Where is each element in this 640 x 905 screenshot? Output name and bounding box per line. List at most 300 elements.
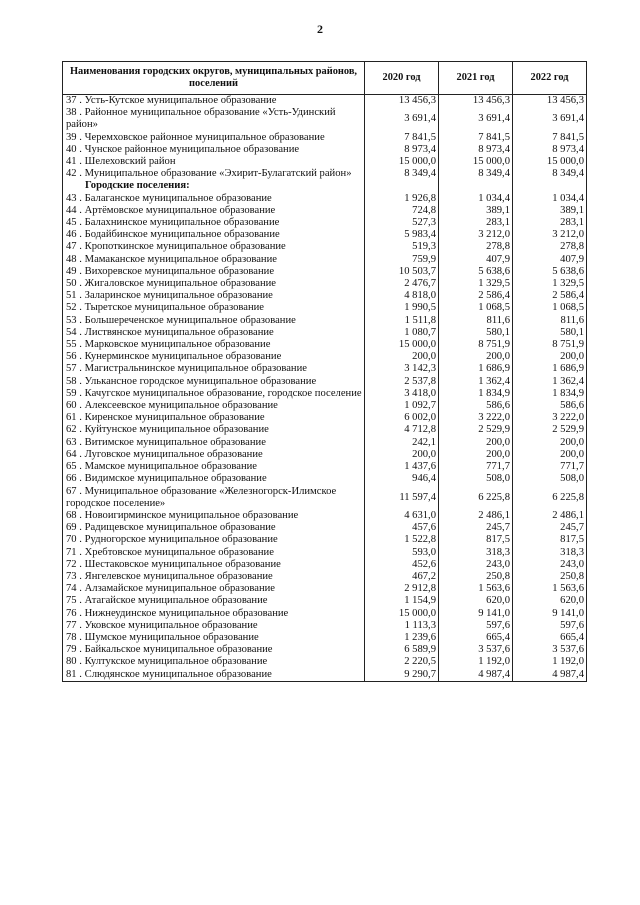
row-number: 69 . (66, 522, 82, 534)
row-number: 44 . (66, 204, 82, 216)
table-row (63, 473, 587, 485)
value-2020: 467,2 (365, 571, 439, 583)
row-number: 58 . (66, 375, 82, 387)
value-2022: 200,0 (513, 437, 587, 449)
section-row (63, 180, 587, 192)
value-2021: 508,0 (439, 473, 513, 485)
table-row (63, 254, 587, 266)
value-2020: 2 537,8 (365, 376, 439, 388)
row-number: 80 . (66, 656, 82, 668)
row-number: 42 . (66, 168, 82, 180)
row-name-cell (63, 632, 365, 644)
value-2021: 2 586,4 (439, 290, 513, 302)
row-name: Новоигирминское муниципальное образование (84, 509, 299, 521)
value-2021: 407,9 (439, 254, 513, 266)
value-2020: 1 239,6 (365, 632, 439, 644)
row-name: Листвянское муниципальное образование (84, 326, 274, 338)
value-2020: 10 503,7 (365, 266, 439, 278)
value-2022: 3 222,0 (513, 412, 587, 424)
row-name-cell (63, 400, 365, 412)
value-2022: 7 841,5 (513, 132, 587, 144)
value-2021: 8 349,4 (439, 168, 513, 180)
value-2021: 200,0 (439, 351, 513, 363)
value-2021: 243,0 (439, 559, 513, 571)
table-row (63, 388, 587, 400)
value-2022: 665,4 (513, 632, 587, 644)
row-name-cell (63, 278, 365, 290)
value-2021: 8 973,4 (439, 144, 513, 156)
value-2022: 9 141,0 (513, 608, 587, 620)
row-name: Радищевское муниципальное образование (84, 522, 276, 534)
row-number: 81 . (66, 668, 82, 680)
row-number: 37 . (66, 95, 82, 106)
row-name: Алексеевское муниципальное образование (84, 400, 278, 412)
row-number: 43 . (66, 192, 82, 204)
row-name: Видимское муниципальное образование (84, 473, 267, 485)
row-name: Луговское муниципальное образование (84, 448, 263, 460)
row-number: 52 . (66, 302, 82, 314)
table-row (63, 327, 587, 339)
table-row (63, 534, 587, 546)
table-row (63, 363, 587, 375)
table-row (63, 107, 587, 131)
row-name: Муниципальное образование «Железногорск-Илимское городское поселение» (66, 485, 337, 509)
value-2021: 250,8 (439, 571, 513, 583)
row-name: Куйтунское муниципальное образование (84, 424, 269, 436)
row-number: 45 . (66, 217, 82, 229)
value-2020: 946,4 (365, 473, 439, 485)
row-name-cell (63, 107, 365, 131)
table-row (63, 608, 587, 620)
value-2020: 593,0 (365, 547, 439, 559)
row-name: Шелеховский район (84, 156, 176, 168)
row-name-cell (63, 168, 365, 180)
value-2021: 283,1 (439, 217, 513, 229)
value-2020: 8 973,4 (365, 144, 439, 156)
row-name: Янгелевское муниципальное образование (84, 570, 273, 582)
value-2020: 15 000,0 (365, 339, 439, 351)
row-name-cell (63, 193, 365, 205)
value-2021: 597,6 (439, 620, 513, 632)
row-name-cell (63, 229, 365, 241)
row-name-cell (63, 522, 365, 534)
value-2021: 1 034,4 (439, 193, 513, 205)
row-number: 73 . (66, 570, 82, 582)
row-number: 79 . (66, 644, 82, 656)
value-2020: 1 926,8 (365, 193, 439, 205)
value-2020: 1 154,9 (365, 595, 439, 607)
row-name-cell (63, 339, 365, 351)
row-name: Балаганское муниципальное образование (84, 192, 272, 204)
value-2022: 1 563,6 (513, 583, 587, 595)
table-row (63, 632, 587, 644)
row-name-cell (63, 95, 365, 108)
value-2020: 519,3 (365, 241, 439, 253)
value-2022: 5 638,6 (513, 266, 587, 278)
value-2020: 6 002,0 (365, 412, 439, 424)
value-2022: 1 034,4 (513, 193, 587, 205)
value-2020: 200,0 (365, 351, 439, 363)
row-number: 56 . (66, 351, 82, 363)
row-name-cell (63, 620, 365, 632)
table-row (63, 351, 587, 363)
page-number: 2 (317, 22, 323, 36)
value-2021: 1 329,5 (439, 278, 513, 290)
value-2021: 580,1 (439, 327, 513, 339)
value-2020: 6 589,9 (365, 644, 439, 656)
table-row (63, 205, 587, 217)
row-name-cell (63, 669, 365, 682)
row-number: 41 . (66, 156, 82, 168)
row-name-cell (63, 363, 365, 375)
table-row (63, 95, 587, 108)
header-name: Наименования городских округов, муниципальных районов, поселений (63, 62, 365, 95)
value-2022: 6 225,8 (513, 486, 587, 510)
value-2020: 2 912,8 (365, 583, 439, 595)
value-2021: 389,1 (439, 205, 513, 217)
table-row (63, 669, 587, 682)
row-name: Магистральнинское муниципальное образование (84, 363, 307, 375)
row-number: 77 . (66, 619, 82, 631)
empty-cell (365, 180, 439, 192)
value-2020: 242,1 (365, 437, 439, 449)
value-2020: 1 437,6 (365, 461, 439, 473)
row-name: Уковское муниципальное образование (84, 619, 258, 631)
value-2020: 7 841,5 (365, 132, 439, 144)
row-name-cell (63, 266, 365, 278)
row-number: 75 . (66, 595, 82, 607)
value-2022: 8 349,4 (513, 168, 587, 180)
row-name: Улькансное городское муниципальное образование (84, 375, 317, 387)
value-2021: 15 000,0 (439, 156, 513, 168)
table-row (63, 656, 587, 668)
value-2022: 318,3 (513, 547, 587, 559)
row-name-cell (63, 156, 365, 168)
value-2022: 1 192,0 (513, 656, 587, 668)
value-2021: 3 537,6 (439, 644, 513, 656)
value-2021: 3 691,4 (439, 107, 513, 131)
row-name-cell (63, 473, 365, 485)
value-2020: 3 691,4 (365, 107, 439, 131)
table-row (63, 510, 587, 522)
row-number: 61 . (66, 412, 82, 424)
row-name: Заларинское муниципальное образование (84, 290, 273, 302)
value-2022: 278,8 (513, 241, 587, 253)
table-row (63, 412, 587, 424)
value-2022: 2 586,4 (513, 290, 587, 302)
value-2020: 3 418,0 (365, 388, 439, 400)
row-name-cell (63, 583, 365, 595)
header-2021: 2021 год (439, 62, 513, 95)
value-2020: 2 220,5 (365, 656, 439, 668)
row-name: Районное муниципальное образование «Усть-Удинский район» (66, 107, 336, 131)
table-row (63, 559, 587, 571)
value-2020: 4 631,0 (365, 510, 439, 522)
row-name-cell (63, 376, 365, 388)
row-number: 57 . (66, 363, 82, 375)
row-name: Нижнеудинское муниципальное образование (84, 607, 289, 619)
value-2020: 9 290,7 (365, 669, 439, 682)
row-number: 39 . (66, 131, 82, 143)
value-2022: 1 834,9 (513, 388, 587, 400)
row-number: 62 . (66, 424, 82, 436)
value-2022: 407,9 (513, 254, 587, 266)
value-2022: 2 529,9 (513, 424, 587, 436)
value-2022: 508,0 (513, 473, 587, 485)
row-name-cell (63, 241, 365, 253)
row-number: 70 . (66, 534, 82, 546)
row-name: Балахнинское муниципальное образование (84, 217, 280, 229)
table-row (63, 486, 587, 510)
row-name-cell (63, 595, 365, 607)
row-name: Вихоревское муниципальное образование (84, 265, 275, 277)
row-name: Качугское муниципальное образование, городское поселение (84, 387, 362, 399)
table-row (63, 437, 587, 449)
row-name-cell (63, 644, 365, 656)
value-2022: 3 691,4 (513, 107, 587, 131)
row-number: 67 . (66, 485, 82, 497)
value-2021: 665,4 (439, 632, 513, 644)
value-2022: 245,7 (513, 522, 587, 534)
value-2020: 15 000,0 (365, 156, 439, 168)
table-row (63, 168, 587, 180)
row-number: 53 . (66, 314, 82, 326)
value-2021: 3 212,0 (439, 229, 513, 241)
value-2021: 318,3 (439, 547, 513, 559)
value-2022: 620,0 (513, 595, 587, 607)
value-2022: 817,5 (513, 534, 587, 546)
row-name: Артёмовское муниципальное образование (84, 204, 276, 216)
table-body (63, 95, 587, 682)
row-name-cell (63, 412, 365, 424)
row-name-cell (63, 486, 365, 510)
value-2020: 452,6 (365, 559, 439, 571)
row-name: Марковское муниципальное образование (84, 339, 271, 351)
table-row (63, 644, 587, 656)
row-number: 50 . (66, 278, 82, 290)
row-name: Хребтовское муниципальное образование (84, 546, 274, 558)
value-2021: 1 686,9 (439, 363, 513, 375)
value-2022: 8 751,9 (513, 339, 587, 351)
row-name-cell (63, 656, 365, 668)
row-number: 46 . (66, 229, 82, 241)
row-name: Киренское муниципальное образование (84, 412, 265, 424)
section-title: Городские поселения: (63, 180, 365, 192)
row-name-cell (63, 534, 365, 546)
value-2021: 1 834,9 (439, 388, 513, 400)
value-2021: 2 486,1 (439, 510, 513, 522)
row-name: Муниципальное образование «Эхирит-Булагатский район» (84, 168, 352, 180)
value-2020: 724,8 (365, 205, 439, 217)
value-2020: 3 142,3 (365, 363, 439, 375)
budget-table (62, 61, 587, 682)
value-2022: 389,1 (513, 205, 587, 217)
value-2021: 3 222,0 (439, 412, 513, 424)
value-2022: 771,7 (513, 461, 587, 473)
value-2021: 200,0 (439, 437, 513, 449)
value-2021: 278,8 (439, 241, 513, 253)
table-row (63, 290, 587, 302)
row-name-cell (63, 461, 365, 473)
value-2021: 1 192,0 (439, 656, 513, 668)
table-row (63, 193, 587, 205)
row-number: 74 . (66, 583, 82, 595)
value-2020: 200,0 (365, 449, 439, 461)
value-2021: 817,5 (439, 534, 513, 546)
value-2021: 5 638,6 (439, 266, 513, 278)
row-name-cell (63, 351, 365, 363)
table-row (63, 547, 587, 559)
table-row (63, 144, 587, 156)
value-2022: 1 686,9 (513, 363, 587, 375)
row-number: 63 . (66, 436, 82, 448)
row-name: Шестаковское муниципальное образование (84, 558, 281, 570)
row-name: Мамское муниципальное образование (84, 461, 257, 473)
table-row (63, 583, 587, 595)
value-2021: 620,0 (439, 595, 513, 607)
table-row (63, 229, 587, 241)
row-number: 54 . (66, 326, 82, 338)
row-name-cell (63, 327, 365, 339)
row-name-cell (63, 388, 365, 400)
empty-cell (513, 180, 587, 192)
row-name-cell (63, 547, 365, 559)
value-2021: 771,7 (439, 461, 513, 473)
empty-cell (439, 180, 513, 192)
table-row (63, 315, 587, 327)
value-2021: 9 141,0 (439, 608, 513, 620)
value-2022: 15 000,0 (513, 156, 587, 168)
row-number: 48 . (66, 253, 82, 265)
value-2022: 3 212,0 (513, 229, 587, 241)
value-2021: 8 751,9 (439, 339, 513, 351)
value-2021: 1 068,5 (439, 302, 513, 314)
value-2021: 586,6 (439, 400, 513, 412)
row-name-cell (63, 315, 365, 327)
table-row (63, 217, 587, 229)
value-2020: 1 113,3 (365, 620, 439, 632)
row-name: Шумское муниципальное образование (84, 631, 259, 643)
row-number: 65 . (66, 461, 82, 473)
table-row (63, 424, 587, 436)
table-row (63, 266, 587, 278)
value-2020: 11 597,4 (365, 486, 439, 510)
value-2022: 13 456,3 (513, 95, 587, 108)
row-name: Слюдянское муниципальное образование (84, 668, 272, 680)
row-number: 49 . (66, 265, 82, 277)
row-name: Большереченское муниципальное образование (84, 314, 296, 326)
value-2022: 580,1 (513, 327, 587, 339)
row-name: Витимское муниципальное образование (84, 436, 266, 448)
table-row (63, 400, 587, 412)
row-number: 51 . (66, 290, 82, 302)
row-name: Култукское муниципальное образование (84, 656, 268, 668)
row-number: 72 . (66, 558, 82, 570)
value-2021: 6 225,8 (439, 486, 513, 510)
row-number: 55 . (66, 339, 82, 351)
row-name: Рудногорское муниципальное образование (84, 534, 278, 546)
row-name: Черемховское районное муниципальное образование (84, 131, 325, 143)
value-2022: 200,0 (513, 449, 587, 461)
row-name: Жигаловское муниципальное образование (84, 278, 276, 290)
value-2022: 586,6 (513, 400, 587, 412)
row-name-cell (63, 608, 365, 620)
value-2021: 13 456,3 (439, 95, 513, 108)
value-2020: 1 080,7 (365, 327, 439, 339)
value-2022: 4 987,4 (513, 669, 587, 682)
value-2022: 3 537,6 (513, 644, 587, 656)
row-name-cell (63, 217, 365, 229)
value-2020: 5 983,4 (365, 229, 439, 241)
row-number: 47 . (66, 241, 82, 253)
row-name-cell (63, 205, 365, 217)
table-row (63, 278, 587, 290)
table-row (63, 339, 587, 351)
row-number: 40 . (66, 143, 82, 155)
row-name: Чунское районное муниципальное образование (84, 143, 300, 155)
value-2022: 8 973,4 (513, 144, 587, 156)
row-name: Атагайское муниципальное образование (84, 595, 268, 607)
value-2020: 1 092,7 (365, 400, 439, 412)
table-row (63, 449, 587, 461)
table-header-row (63, 62, 587, 95)
row-name: Кропоткинское муниципальное образование (84, 241, 286, 253)
value-2022: 243,0 (513, 559, 587, 571)
row-name: Бодайбинское муниципальное образование (84, 229, 280, 241)
value-2021: 200,0 (439, 449, 513, 461)
table-row (63, 132, 587, 144)
row-number: 59 . (66, 387, 82, 399)
value-2020: 4 818,0 (365, 290, 439, 302)
row-number: 78 . (66, 631, 82, 643)
row-name: Тыретское муниципальное образование (84, 302, 264, 314)
row-number: 60 . (66, 400, 82, 412)
row-number: 38 . (66, 107, 82, 119)
row-name: Усть-Кутское муниципальное образование (84, 95, 277, 106)
value-2022: 2 486,1 (513, 510, 587, 522)
header-2020: 2020 год (365, 62, 439, 95)
value-2020: 13 456,3 (365, 95, 439, 108)
table-row (63, 156, 587, 168)
value-2020: 527,3 (365, 217, 439, 229)
value-2020: 15 000,0 (365, 608, 439, 620)
row-name-cell (63, 571, 365, 583)
row-number: 66 . (66, 473, 82, 485)
table-row (63, 595, 587, 607)
table-row (63, 461, 587, 473)
value-2021: 1 362,4 (439, 376, 513, 388)
value-2021: 1 563,6 (439, 583, 513, 595)
table-row (63, 241, 587, 253)
row-name-cell (63, 559, 365, 571)
value-2020: 759,9 (365, 254, 439, 266)
value-2022: 1 068,5 (513, 302, 587, 314)
value-2020: 1 511,8 (365, 315, 439, 327)
row-name-cell (63, 510, 365, 522)
row-name-cell (63, 144, 365, 156)
row-name: Мамаканское муниципальное образование (84, 253, 277, 265)
value-2021: 7 841,5 (439, 132, 513, 144)
value-2020: 8 349,4 (365, 168, 439, 180)
row-name-cell (63, 302, 365, 314)
row-name: Кунерминское муниципальное образование (84, 351, 282, 363)
value-2022: 1 362,4 (513, 376, 587, 388)
table-row (63, 376, 587, 388)
header-2022: 2022 год (513, 62, 587, 95)
table-row (63, 302, 587, 314)
row-number: 64 . (66, 448, 82, 460)
value-2022: 1 329,5 (513, 278, 587, 290)
